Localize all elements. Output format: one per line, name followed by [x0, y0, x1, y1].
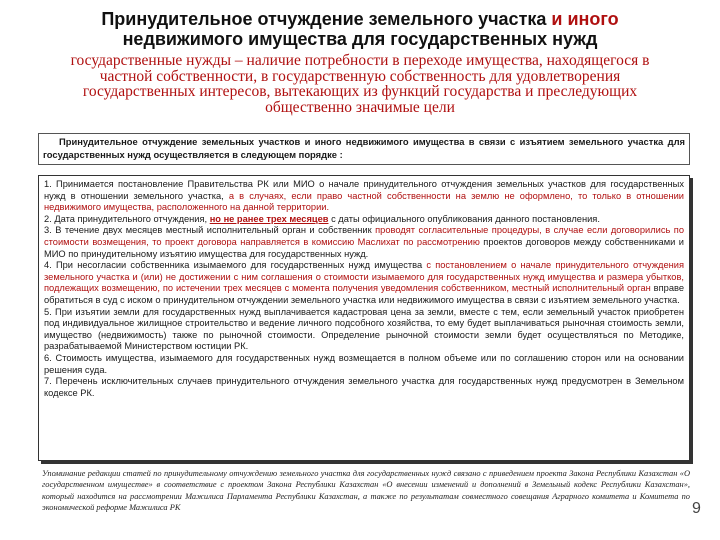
definition-text: государственные нужды – наличие потребности в переходе имущества, находящегося в частной собственности, в государственную собственность для удовлетворения государственных интересов, вытекающих из функций государства и преследующих общественно значимые цели — [70, 52, 650, 116]
rule-3-text: 3. В течение двух месяцев местный исполнительный орган и собственник — [44, 225, 376, 236]
rule-2-highlight: но не ранее трех месяцев — [209, 213, 329, 224]
rule-4 — [44, 260, 684, 306]
page-number: 9 — [692, 500, 701, 517]
rule-2-text: 2. Дата принудительного отчуждения, — [44, 213, 210, 224]
intro-text: Принудительное отчуждение земельных участков и иного недвижимого имущества в связи с изъятием земельного участка для государственных нужд осуществляется в следующем порядке : — [43, 136, 685, 160]
rule-4-tail: вправе обратиться в суд с иском о принудительном отчуждении земельного участка или недвижимого имущества в связи с изъятием земельного участка. — [44, 283, 684, 305]
rule-7: 7. Перечень исключительных случаев принудительного отчуждения земельного участка для государственных нужд предусмотрен в Земельном кодексе РК. — [44, 376, 684, 398]
rule-3 — [44, 225, 684, 260]
footnote: Упоминание редакции статей по принудительному отчуждению земельного участка для государственных нужд связано с приведением проекта Закона Республики Казахстан «О государственном имуществе» в соответствие с проектом Закона Республики Казахстан «О внесении изменений и дополнений в Земельный кодекс Республики Казахстан», который находится на рассмотрении Мажилиса Парламента Республики Казахстан, а также по результатам совместного совещания Аграрного комитета и Комитета по экономической реформе Мажилиса РК — [42, 469, 690, 513]
rule-3-highlight: проводят согласительные процедуры, в случае если договорились по стоимости возмещения, то проект договора направляется в комиссию Маслихат по рассмотрению — [44, 225, 684, 247]
title-part1: Принудительное отчуждение земельного участка — [101, 9, 552, 29]
rule-2-tail: с даты официального опубликования данного постановления. — [328, 213, 600, 224]
rule-3-tail: проектов договоров между собственниками и МИО по принудительному изъятию имущества для государственных нужд. — [44, 236, 684, 259]
rules-box — [38, 175, 690, 461]
rule-5: 5. При изъятии земли для государственных нужд выплачивается кадастровая цена за земли, вместе с тем, если земельный участок приобретен под индивидуальное жилищное строительство и ведение личного подсобного хозяйства, то ему будет выплачиваться рыночная стоимость земли, имущество (недвижимость) также по рыночной стоимости. Определение рыночной стоимости земли будет осуществляться по Методике, разрабатываемой Министерством юстиции РК. — [44, 306, 684, 352]
rule-1-text: 1. Принимается постановление Правительства РК или МИО о начале принудительного отчуждения земельных участков для государственных нужд в отношении земельного участка, — [44, 179, 684, 201]
title-line2: недвижимого имущества для государственных нужд — [122, 29, 598, 49]
page-title — [40, 9, 680, 49]
title-part2: и иного — [551, 9, 619, 29]
rule-2 — [44, 214, 684, 226]
rule-1-highlight: а в случаях, если право частной собственности на землю не оформлено, то только в отношении недвижимого имущества, расположенного на данной территории. — [44, 190, 684, 213]
rule-6: 6. Стоимость имущества, изымаемого для государственных нужд возмещается в полном объеме или по соглашению сторон или на основании решения суда. — [44, 352, 684, 375]
rule-4-highlight: с постановлением о начале принудительного отчуждения земельного участка и (или) не достижении с ним соглашения о стоимости изымаемого для государственных нужд имущества и размера убытков, подлежащих возмещению, по истечении трех месяцев с момента получения уведомления собственником, местный исполнительный орган — [44, 260, 684, 294]
intro-box — [38, 133, 690, 165]
rule-4-text: 4. При несогласии собственника изымаемого для государственных нужд имущества — [44, 260, 427, 271]
rule-1 — [44, 179, 684, 214]
